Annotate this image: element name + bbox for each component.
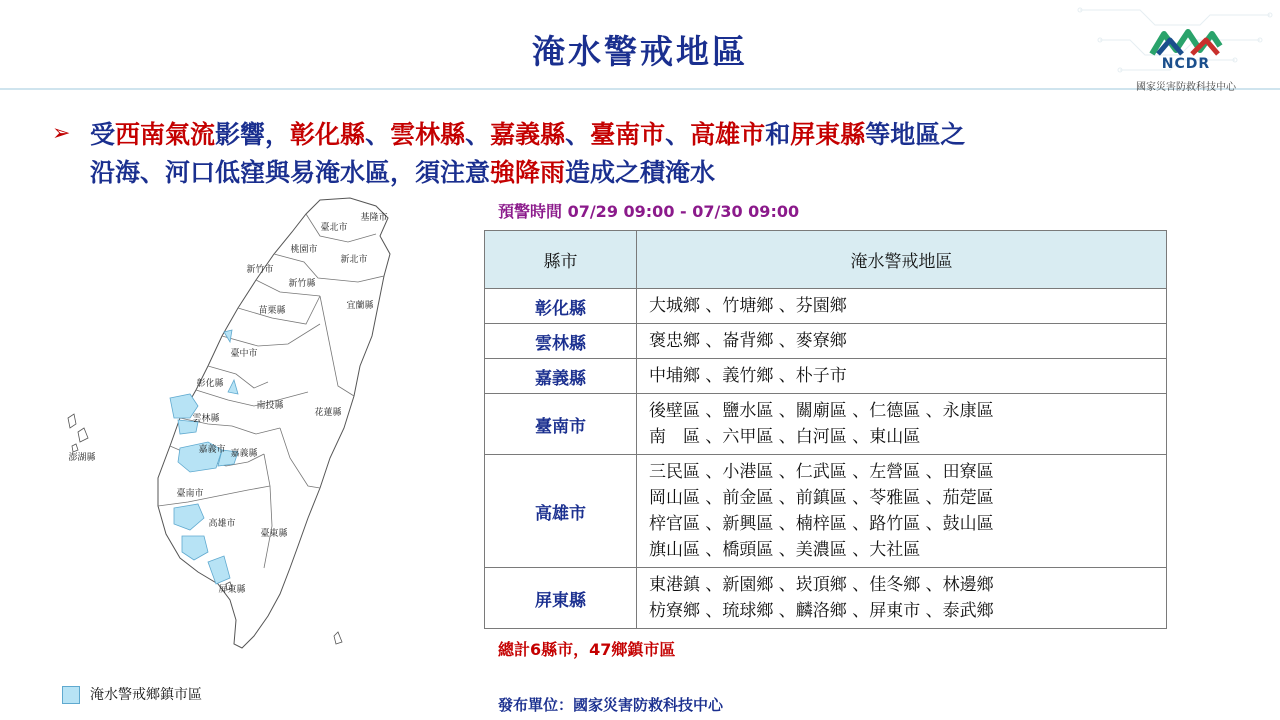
table-row [485, 324, 1167, 359]
headline-segment: 造成之積淹水 [565, 158, 716, 187]
area-line: 枋寮鄉 、琉球鄉 、麟洛鄉 、屏東市 、泰武鄉 [649, 601, 994, 621]
flood-area-swatch-icon [62, 686, 80, 704]
county-cell: 臺南市 [485, 394, 637, 455]
label-yilan: 宜蘭縣 [346, 301, 374, 311]
headline-segment: 沿海、河口低窪與易淹水區，須注意 [90, 158, 491, 187]
label-changhua: 彰化縣 [196, 379, 224, 389]
label-hsinchu-county: 新竹縣 [288, 279, 316, 289]
area-line: 梓官區 、新興區 、楠梓區 、路竹區 、鼓山區 [649, 514, 994, 534]
legend-label: 淹水警戒鄉鎮市區 [90, 687, 202, 703]
label-hsinchu-city: 新竹市 [246, 265, 274, 275]
areas-cell [637, 394, 1167, 455]
label-chiayi-county: 嘉義縣 [230, 449, 258, 459]
area-line: 三民區 、小港區 、仁武區 、左營區 、田寮區 [649, 462, 994, 482]
penghu-islands [68, 414, 88, 452]
area-line: 中埔鄉 、義竹鄉 、朴子市 [649, 366, 847, 386]
table-row [485, 394, 1167, 455]
page-title: 淹水警戒地區 [532, 32, 748, 71]
headline-segment: 影響， [215, 120, 291, 149]
headline-segment: 、 [365, 120, 391, 149]
label-penghu: 澎湖縣 [68, 453, 96, 463]
area-line: 南 區 、六甲區 、白河區 、東山區 [649, 427, 921, 447]
headline-segment: 、 [565, 120, 591, 149]
headline-segment: 強降雨 [490, 158, 566, 187]
county-cell: 屏東縣 [485, 568, 637, 629]
area-line: 岡山區 、前金區 、前鎮區 、苓雅區 、茄萣區 [649, 488, 994, 508]
bullet-arrow-icon: ➢ [52, 121, 71, 146]
headline-segment: 和 [765, 120, 791, 149]
label-taichung: 臺中市 [230, 349, 258, 359]
col-county-header: 縣市 [485, 231, 637, 289]
warning-time: 預警時間 07/29 09:00 - 07/30 09:00 [498, 202, 800, 221]
label-yunlin: 雲林縣 [192, 414, 220, 424]
table-row [485, 455, 1167, 568]
taiwan-map [58, 196, 418, 666]
headline-segment: 嘉義縣 [490, 120, 566, 149]
logo-text: NCDR [1161, 56, 1211, 72]
title-divider [0, 88, 1280, 90]
label-taoyuan: 桃園市 [290, 245, 318, 255]
county-cell: 高雄市 [485, 455, 637, 568]
headline-segment: 等地區之 [865, 120, 966, 149]
areas-cell [637, 289, 1167, 324]
headline-segment: 、 [465, 120, 491, 149]
label-keelung: 基隆市 [360, 213, 388, 223]
col-areas-header: 淹水警戒地區 [637, 231, 1167, 289]
label-kaohsiung: 高雄市 [208, 519, 236, 529]
table-row [485, 568, 1167, 629]
logo-subtitle: 國家災害防救科技中心 [1136, 82, 1236, 93]
table-row [485, 359, 1167, 394]
publisher: 發布單位：國家災害防救科技中心 [498, 696, 724, 714]
headline-segment: 雲林縣 [390, 120, 466, 149]
headline-segment: 西南氣流 [115, 120, 216, 149]
label-nantou: 南投縣 [256, 401, 284, 411]
label-taipei: 臺北市 [320, 223, 348, 233]
area-line: 旗山區 、橋頭區 、美濃區 、大社區 [649, 540, 921, 560]
table-body [485, 289, 1167, 629]
area-line: 東港鎮 、新園鄉 、崁頂鄉 、佳冬鄉 、林邊鄉 [649, 575, 994, 595]
headline-line-1 [90, 116, 965, 154]
areas-cell [637, 324, 1167, 359]
areas-cell [637, 568, 1167, 629]
county-cell: 雲林縣 [485, 324, 637, 359]
headline-segment: 、 [665, 120, 691, 149]
area-line: 大城鄉 、竹塘鄉 、芬園鄉 [649, 296, 847, 316]
label-tainan: 臺南市 [176, 489, 204, 499]
headline-segment: 受 [90, 120, 116, 149]
area-line: 後壁區 、鹽水區 、關廟區 、仁德區 、永康區 [649, 401, 994, 421]
flood-warning-table [484, 230, 1167, 629]
county-cell: 彰化縣 [485, 289, 637, 324]
headline-segment: 高雄市 [690, 120, 766, 149]
headline-segment: 臺南市 [590, 120, 666, 149]
label-taitung: 臺東縣 [260, 529, 288, 539]
total-summary: 總計6縣市，47鄉鎮市區 [498, 640, 676, 659]
table-header-row [485, 231, 1167, 289]
headline-segment: 屏東縣 [790, 120, 866, 149]
headline-segment: 彰化縣 [290, 120, 366, 149]
label-hualien: 花蓮縣 [314, 408, 342, 418]
county-cell: 嘉義縣 [485, 359, 637, 394]
label-pingtung: 屏東縣 [218, 585, 246, 595]
label-newtaipei: 新北市 [340, 255, 368, 265]
table-row [485, 289, 1167, 324]
label-chiayi-city: 嘉義市 [198, 445, 226, 455]
areas-cell [637, 359, 1167, 394]
area-line: 褒忠鄉 、崙背鄉 、麥寮鄉 [649, 331, 847, 351]
headline-line-2 [90, 154, 715, 192]
areas-cell [637, 455, 1167, 568]
label-miaoli: 苗栗縣 [258, 306, 286, 316]
